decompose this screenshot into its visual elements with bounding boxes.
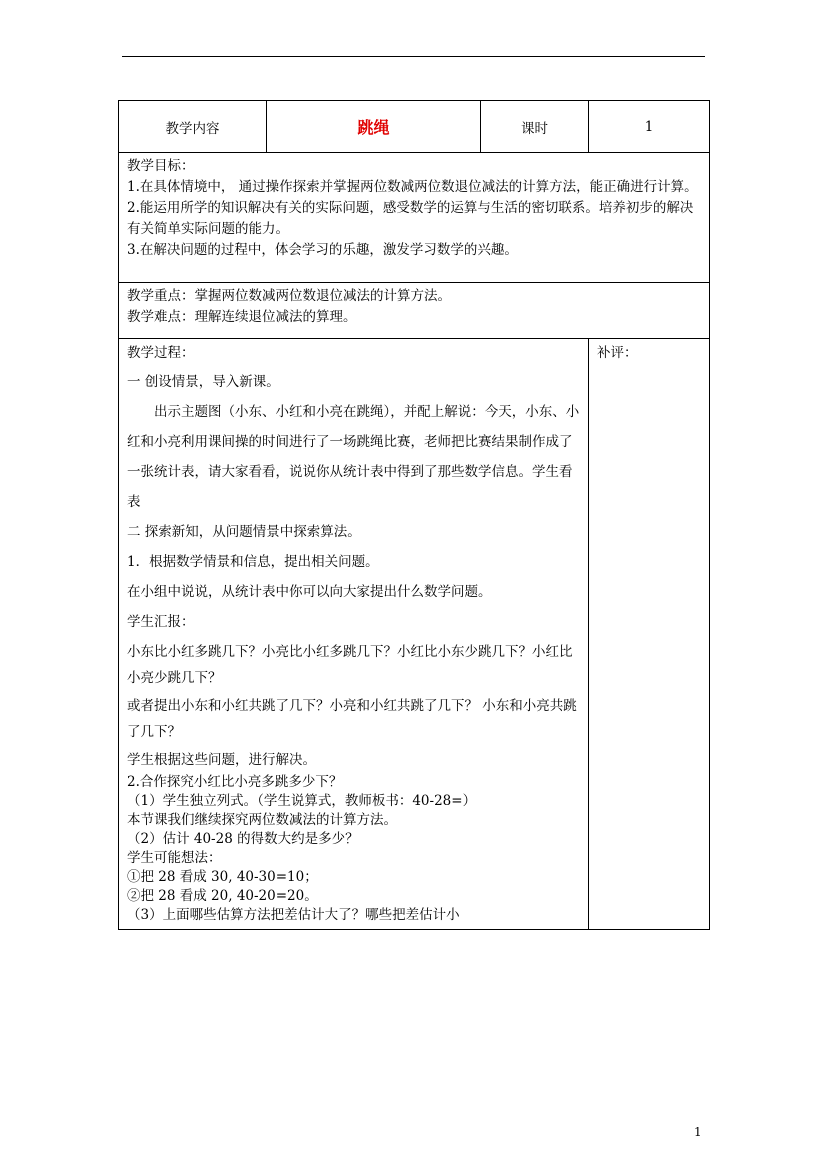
process-line: （3）上面哪些估算方法把差估计大了？哪些把差估计小 [127,907,460,923]
process-line: 出示主题图（小东、小红和小亮在跳绳），并配上解说：今天，小东、小红和小亮利用课间操的时间进行了一场跳绳比赛，老师把比赛结果制作成了一张统计表，请大家看看，说说你从统计表中得到了那些数学信息。学生看表 [127,404,580,510]
process-line: 一 创设情景，导入新课。 [127,374,280,390]
process-line: 本节课我们继续探究两位数减法的计算方法。 [127,812,397,828]
objective-item: 3.在解决问题的过程中，体会学习的乐趣，激发学习数学的兴趣。 [127,242,518,258]
process-heading: 教学过程： [127,345,195,361]
process-line: 2.合作探究小红比小亮多跳多少下？ [127,774,343,790]
process-line: 1．根据数学情景和信息，提出相关问题。 [127,554,379,570]
process-line: 学生可能想法： [127,850,222,866]
process-line: 学生根据这些问题，进行解决。 [127,752,316,768]
page-number: 1 [694,1125,702,1139]
lesson-title: 跳绳 [267,101,481,153]
process-line: （2）估计 40-28 的得数大约是多少？ [127,831,359,847]
teaching-focus: 教学重点：掌握两位数减两位数退位减法的计算方法。 [127,288,451,304]
objectives-section [119,153,709,265]
header-rule [122,56,705,57]
key-points-row [119,283,710,339]
process-line: 在小组中说说，从统计表中你可以向大家提出什么数学问题。 [127,584,492,600]
objective-item: 2.能运用所学的知识解决有关的实际问题，感受数学的运算与生活的密切联系。培养初步的解决有关简单实际问题的能力。 [127,200,694,237]
objective-item: 1.在具体情境中， 通过操作探索并掌握两位数减两位数退位减法的计算方法，能正确进行计算。 [127,179,698,195]
teaching-difficulty: 教学难点：理解连续退位减法的算理。 [127,309,357,325]
header-row [119,101,710,153]
lesson-plan-table [118,100,710,930]
process-line: 学生汇报： [127,614,195,630]
process-line: ①把 28 看成 30, 40-30=10； [127,869,318,885]
process-line: ②把 28 看成 20, 40-20=20。 [127,888,318,904]
objectives-row [119,153,710,283]
process-section [119,339,588,929]
process-row [119,339,710,930]
period-label: 课时 [481,101,589,153]
period-value: 1 [589,101,710,153]
objectives-heading: 教学目标： [127,158,195,174]
key-points-section [119,283,709,332]
remark-label: 补评： [597,345,638,361]
process-line: 二 探索新知，从问题情景中探索算法。 [127,524,361,540]
process-line: 小东比小红多跳几下？小亮比小红多跳几下？小红比小东少跳几下？小红比小亮少跳几下？ [127,644,573,686]
process-line: （1）学生独立列式。（学生说算式，教师板书：40-28=） [127,793,477,809]
process-line: 或者提出小东和小红共跳了几下？小亮和小红共跳了几下？ 小东和小亮共跳了几下？ [127,698,577,740]
content-label: 教学内容 [119,101,267,153]
